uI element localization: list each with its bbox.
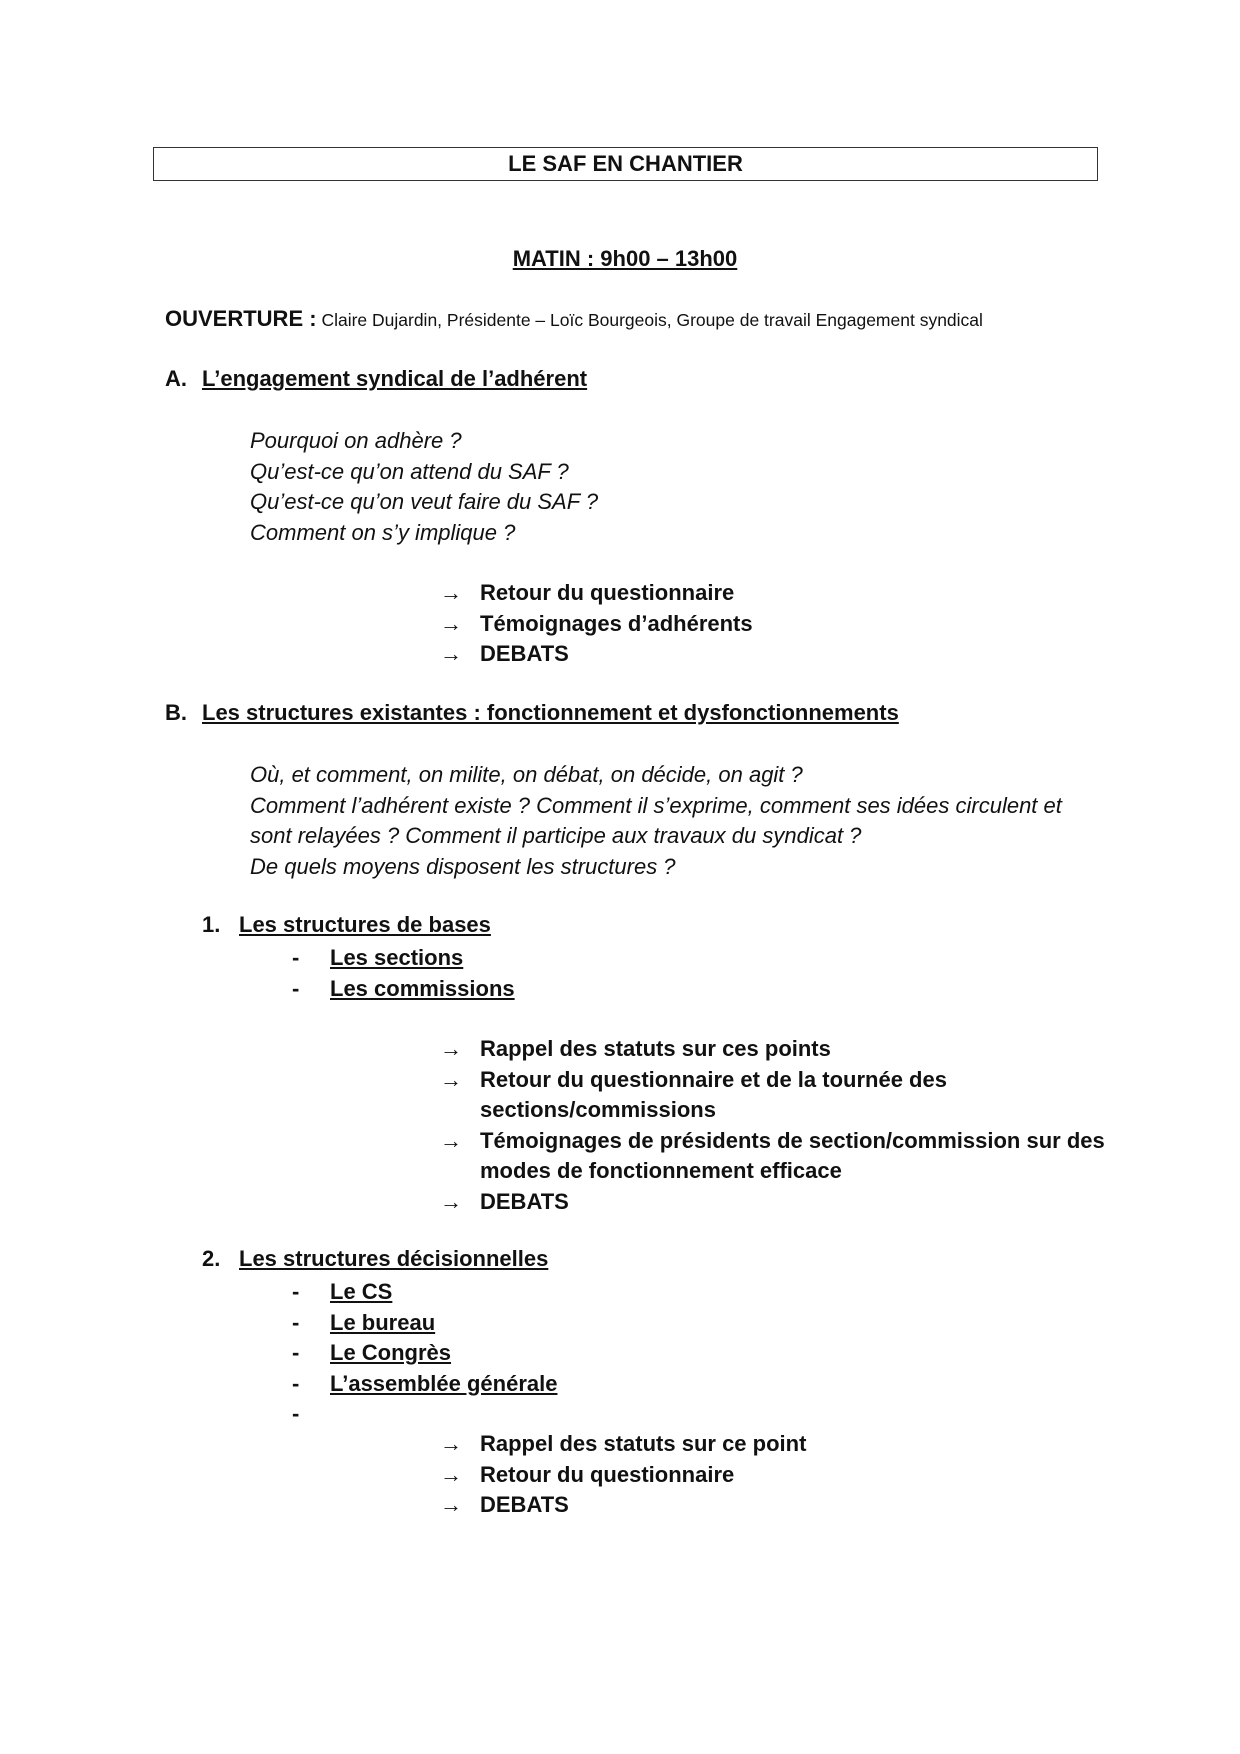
list-item-text: Le CS	[330, 1279, 393, 1304]
action-text: Rappel des statuts sur ce point	[480, 1431, 807, 1456]
opening-label: OUVERTURE :	[165, 306, 317, 331]
subsection-1-number: 1.	[202, 912, 221, 937]
action-text: Témoignages de présidents de section/commission sur des modes de fonctionnement efficace	[480, 1127, 1105, 1183]
subsection-1-items	[292, 943, 515, 1004]
dash-bullet: -	[292, 1340, 300, 1365]
action-item	[440, 1126, 1130, 1187]
section-a-letter: A.	[165, 366, 187, 391]
section-b-heading	[165, 700, 899, 726]
action-item	[440, 1187, 1130, 1218]
arrow-right-icon: →	[440, 610, 462, 636]
action-text: DEBATS	[480, 1188, 569, 1214]
action-item	[440, 609, 753, 640]
subsection-2-actions	[440, 1429, 806, 1521]
question: Où, et comment, on milite, on débat, on décide, on agit ?	[250, 762, 803, 787]
subsection-2-heading	[202, 1246, 548, 1272]
question: De quels moyens disposent les structures ?	[250, 853, 676, 879]
arrow-right-icon: →	[440, 1036, 462, 1061]
arrow-right-icon: →	[440, 580, 462, 605]
arrow-right-icon: →	[440, 1188, 462, 1214]
section-a-questions	[250, 426, 598, 548]
question: Qu’est-ce qu’on veut faire du SAF ?	[250, 489, 599, 514]
action-text: DEBATS	[480, 1492, 569, 1517]
subsection-1-title: Les structures de bases	[239, 912, 491, 937]
subsection-1-actions	[440, 1034, 1130, 1217]
subsection-2-title: Les structures décisionnelles	[239, 1246, 549, 1271]
dash-bullet: -	[292, 1401, 300, 1426]
list-item-text: Les sections	[330, 945, 464, 970]
arrow-right-icon: →	[440, 1066, 462, 1092]
arrow-right-icon: →	[440, 1492, 462, 1517]
session-heading: MATIN : 9h00 – 13h00	[512, 246, 738, 271]
subsection-1-heading	[202, 912, 491, 938]
dash-bullet: -	[292, 945, 300, 970]
document-title-text: LE SAF EN CHANTIER	[508, 151, 743, 176]
action-item	[440, 1065, 1130, 1126]
list-item	[292, 974, 515, 1005]
section-a-actions	[440, 578, 753, 670]
subsection-2-items	[292, 1277, 557, 1430]
dash-bullet: -	[292, 975, 300, 1001]
arrow-right-icon: →	[440, 1127, 462, 1153]
section-b-title: Les structures existantes : fonctionnement et dysfonctionnements	[202, 700, 899, 725]
action-item	[440, 1490, 806, 1521]
dash-bullet: -	[292, 1279, 300, 1304]
action-text: Témoignages d’adhérents	[480, 610, 753, 636]
section-a-heading	[165, 366, 587, 392]
opening-line	[165, 306, 983, 332]
dash-bullet: -	[292, 1370, 300, 1396]
question: Qu’est-ce qu’on attend du SAF ?	[250, 458, 569, 484]
list-item	[292, 1369, 557, 1400]
action-item	[440, 1034, 1130, 1065]
section-b-letter: B.	[165, 700, 187, 725]
section-a-title: L’engagement syndical de l’adhérent	[202, 366, 588, 391]
question: Comment on s’y implique ?	[250, 519, 516, 545]
document-title	[153, 147, 1098, 181]
action-text: Rappel des statuts sur ces points	[480, 1036, 831, 1061]
action-text: Retour du questionnaire	[480, 580, 735, 605]
opening-text: Claire Dujardin, Présidente – Loïc Bourgeois, Groupe de travail Engagement syndical	[321, 310, 983, 330]
arrow-right-icon: →	[440, 1431, 462, 1456]
list-item	[292, 1308, 557, 1339]
action-item	[440, 1429, 806, 1460]
arrow-right-icon: →	[440, 641, 462, 666]
list-item	[292, 1277, 557, 1308]
action-item	[440, 639, 753, 670]
action-text: Retour du questionnaire	[480, 1461, 735, 1487]
arrow-right-icon: →	[440, 1461, 462, 1487]
list-item-text: L’assemblée générale	[330, 1370, 558, 1396]
dash-bullet: -	[292, 1309, 300, 1335]
list-item	[292, 943, 515, 974]
subsection-2-number: 2.	[202, 1246, 221, 1271]
list-item-text: Les commissions	[330, 975, 515, 1001]
action-text: DEBATS	[480, 641, 569, 666]
question: Pourquoi on adhère ?	[250, 428, 462, 453]
action-text: Retour du questionnaire et de la tournée des sections/commissions	[480, 1066, 947, 1122]
list-item	[292, 1399, 557, 1430]
question: Comment l’adhérent existe ? Comment il s’exprime, comment ses idées circulent et	[250, 792, 1062, 818]
action-item	[440, 578, 753, 609]
list-item-text: Le Congrès	[330, 1340, 452, 1365]
list-item-text: Le bureau	[330, 1309, 436, 1335]
question: sont relayées ? Comment il participe aux travaux du syndicat ?	[250, 823, 862, 848]
section-b-questions	[250, 760, 1062, 882]
action-item	[440, 1460, 806, 1491]
list-item	[292, 1338, 557, 1369]
